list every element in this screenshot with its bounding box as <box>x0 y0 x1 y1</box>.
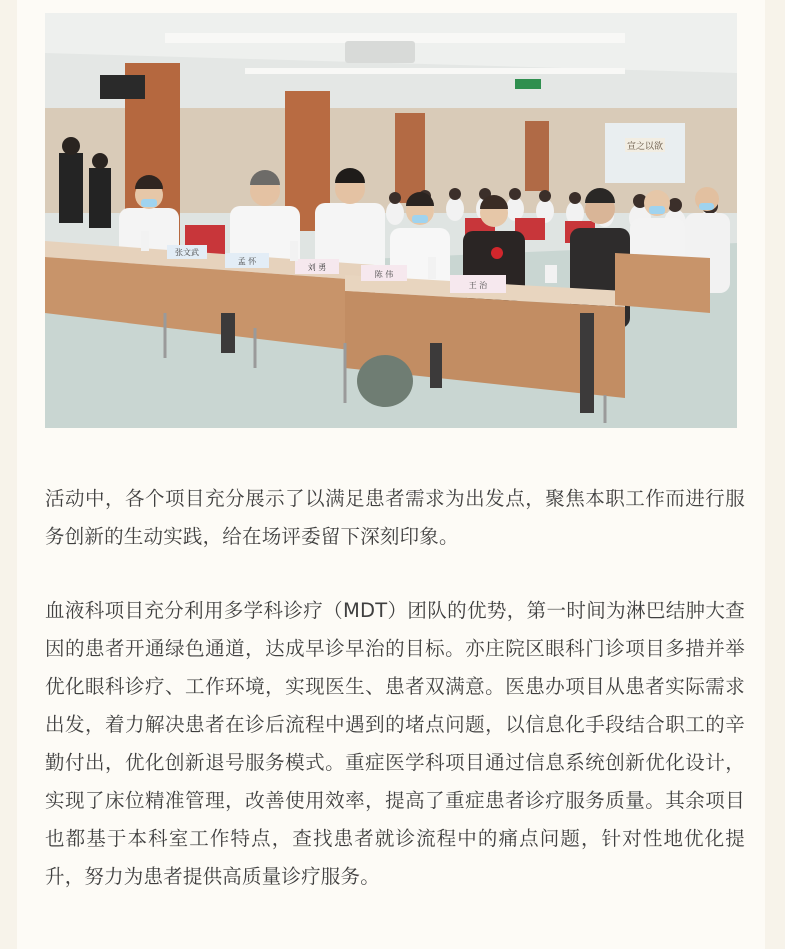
name-card-1: 张文武 <box>175 248 199 257</box>
wall-sign-text: 宣之以欲 <box>626 142 664 152</box>
name-card-2: 孟 怀 <box>237 257 257 266</box>
name-card-4: 陈 伟 <box>374 270 394 279</box>
name-card-5: 王 治 <box>468 281 488 290</box>
paragraph-project-details: 血液科项目充分利用多学科诊疗（MDT）团队的优势，第一时间为淋巴结肿大查因的患者开通绿色通道，达成早诊早治的目标。亦庄院区眼科门诊项目多措并举优化眼科诊疗、工作环境，实现医生、患者双满意。医患办项目从患者实际需求出发，着力解决患者在诊后流程中遇到的堵点问题，以信息化手段结合职工的辛勤付出，优化创新退号服务模式。重症医学科项目通过信息系统创新优化设计，实现了床位精准管理，改善使用效率，提高了重症患者诊疗服务质量。其余项目也都基于本科室工作特点，查找患者就诊流程中的痛点问题，针对性地优化提升，努力为患者提供高质量诊疗服务。 <box>45 599 745 888</box>
meeting-photo <box>45 13 737 428</box>
name-card-3: 刘 勇 <box>307 263 327 272</box>
paragraph-activity-summary: 活动中，各个项目充分展示了以满足患者需求为出发点，聚焦本职工作而进行服务创新的生动实践，给在场评委留下深刻印象。 <box>45 487 745 548</box>
